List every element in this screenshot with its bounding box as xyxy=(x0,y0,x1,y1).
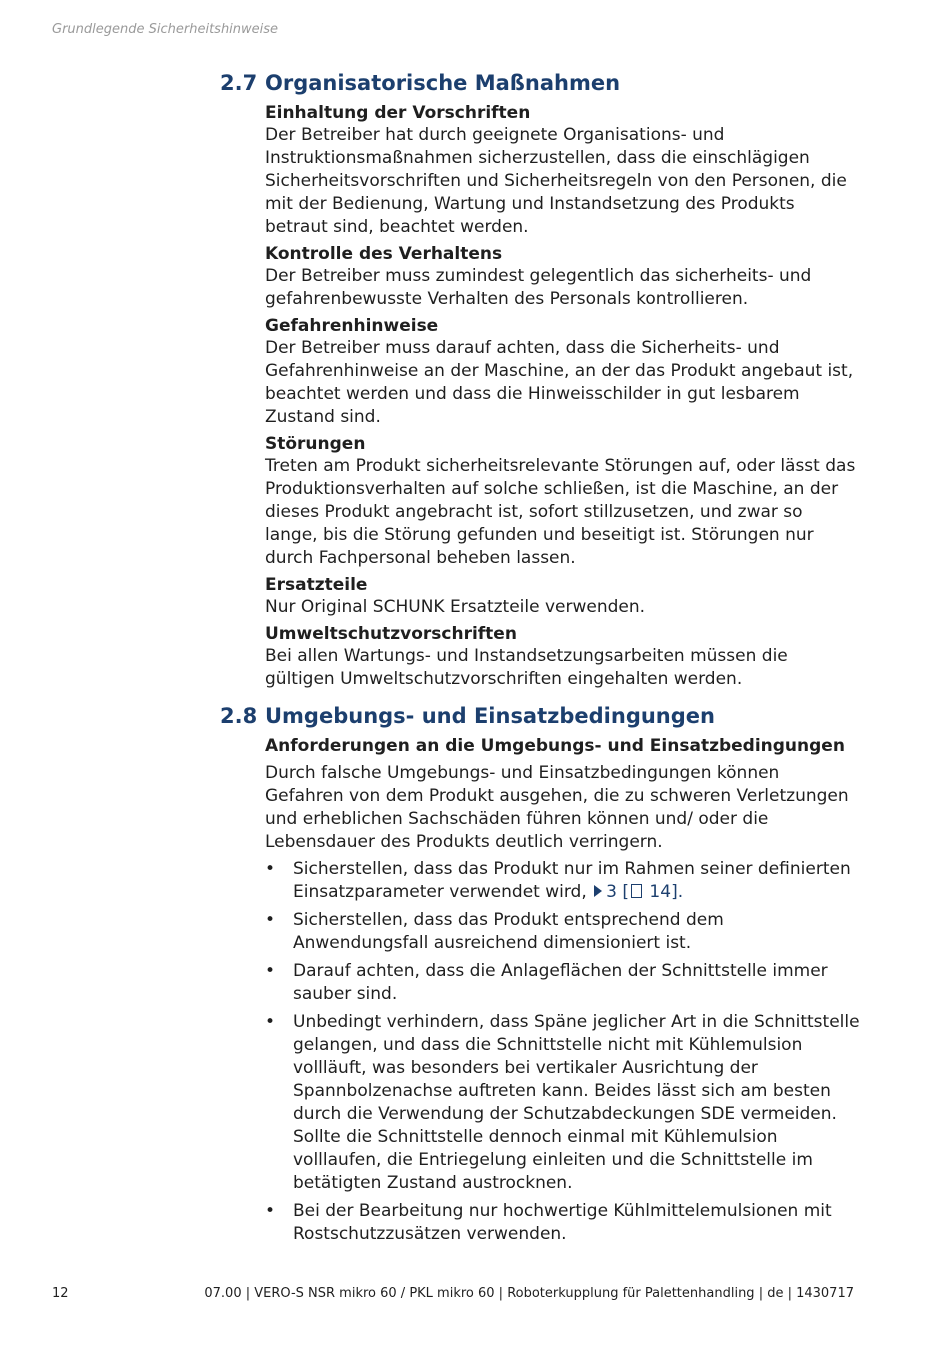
page-icon xyxy=(631,884,642,898)
subheading-anforderungen: Anforderungen an die Umgebungs- und Einsatzbedingungen xyxy=(265,736,845,756)
running-header: Grundlegende Sicherheitshinweise xyxy=(52,22,279,37)
list-item-text: Sicherstellen, dass das Produkt nur im Rahmen seiner definierten Einsatzparameter verwendet wird, xyxy=(293,859,851,902)
list-item xyxy=(265,1200,860,1246)
section-heading-2-8 xyxy=(220,701,860,731)
page-content xyxy=(220,68,860,1251)
paragraph-vorschriften: Der Betreiber hat durch geeignete Organisations- und Instruktionsmaßnahmen sicherzustellen, dass die einschlägigen Sicherheitsvorschriften und Sicherheitsregeln von den Personen, die mit der Bedienung, Wartung und Instandsetzung des Produkts betraut sind, beachtet werden. xyxy=(265,125,847,237)
footer-doc-info: 07.00 | VERO-S NSR mikro 60 / PKL mikro 60 | Roboterkupplung für Palettenhandling | de | 1430717 xyxy=(204,1286,854,1301)
bullet-icon: • xyxy=(265,910,276,930)
bullet-list xyxy=(265,858,860,1246)
bullet-icon: • xyxy=(265,1012,276,1032)
list-item xyxy=(265,858,860,904)
bullet-icon: • xyxy=(265,859,276,879)
arrow-right-icon xyxy=(594,885,602,897)
paragraph-ersatzteile: Nur Original SCHUNK Ersatzteile verwenden. xyxy=(265,597,646,617)
list-item xyxy=(265,1011,860,1195)
paragraph-stoerungen: Treten am Produkt sicherheitsrelevante Störungen auf, oder lässt das Produktionsverhalten auf solche schließen, ist die Maschine, an der dieses Produkt angebracht ist, sofort stillzusetzen, und zwar so lange, bis die Störung gefunden und beseitigt ist. Störungen nur durch Fachpersonal beheben lassen. xyxy=(265,456,856,568)
section-title: Organisatorische Maßnahmen xyxy=(265,71,621,95)
bullet-icon: • xyxy=(265,1201,276,1221)
subheading-stoerungen: Störungen xyxy=(265,434,366,454)
bullet-icon: • xyxy=(265,961,276,981)
subheading-kontrolle: Kontrolle des Verhaltens xyxy=(265,244,503,264)
cross-reference-link[interactable] xyxy=(592,882,683,902)
list-item-text: Sicherstellen, dass das Produkt entsprechend dem Anwendungsfall ausreichend dimensioniert ist. xyxy=(293,910,724,953)
paragraph-intro: Durch falsche Umgebungs- und Einsatzbedingungen können Gefahren von dem Produkt ausgehen, die zu schweren Verletzungen und erheblichen Sachschäden führen können und/ oder die Lebensdauer des Produkts deutlich verringern. xyxy=(265,763,849,852)
crossref-chapter: 3 xyxy=(606,882,617,902)
page-number: 12 xyxy=(52,1286,69,1301)
list-item-text: Unbedingt verhindern, dass Späne jeglicher Art in die Schnittstelle gelangen, und dass die Schnittstelle nicht mit Kühlemulsion vollläuft, was besonders bei vertikaler Ausrichtung der Spannbolzenachse auftreten kann. Beides lässt sich am besten durch die Verwendung der Schutzabdeckungen SDE vermeiden. Sollte die Schnittstelle dennoch einmal mit Kühlemulsion volllaufen, die Entriegelung einleiten und die Schnittstelle im betätigten Zustand austrocknen. xyxy=(293,1012,860,1193)
list-item xyxy=(265,960,860,1006)
section-number: 2.8 xyxy=(220,704,258,728)
crossref-page: 14 xyxy=(649,882,672,902)
subheading-ersatzteile: Ersatzteile xyxy=(265,575,368,595)
section-body-2-8 xyxy=(265,735,860,1246)
list-item xyxy=(265,909,860,955)
paragraph-gefahrenhinweise: Der Betreiber muss darauf achten, dass die Sicherheits- und Gefahrenhinweise an der Maschine, an der das Produkt angebaut ist, beachtet werden und dass die Hinweisschilder in gut lesbarem Zustand sind. xyxy=(265,338,854,427)
section-body-2-7 xyxy=(265,102,860,691)
crossref-bracket: ]. xyxy=(671,882,684,902)
paragraph-kontrolle: Der Betreiber muss zumindest gelegentlich das sicherheits- und gefahrenbewusste Verhalten des Personals kontrollieren. xyxy=(265,266,812,309)
section-number: 2.7 xyxy=(220,71,258,95)
crossref-bracket: [ xyxy=(622,882,630,902)
section-title: Umgebungs- und Einsatzbedingungen xyxy=(265,704,715,728)
list-item-text: Bei der Bearbeitung nur hochwertige Kühlmittelemulsionen mit Rostschutzzusätzen verwenden. xyxy=(293,1201,832,1244)
paragraph-umweltschutz: Bei allen Wartungs- und Instandsetzungsarbeiten müssen die gültigen Umweltschutzvorschriften eingehalten werden. xyxy=(265,646,788,689)
subheading-umweltschutz: Umweltschutzvorschriften xyxy=(265,624,517,644)
subheading-gefahrenhinweise: Gefahrenhinweise xyxy=(265,316,439,336)
section-heading-2-7 xyxy=(220,68,860,98)
subheading-vorschriften: Einhaltung der Vorschriften xyxy=(265,103,531,123)
list-item-text: Darauf achten, dass die Anlageflächen der Schnittstelle immer sauber sind. xyxy=(293,961,828,1004)
